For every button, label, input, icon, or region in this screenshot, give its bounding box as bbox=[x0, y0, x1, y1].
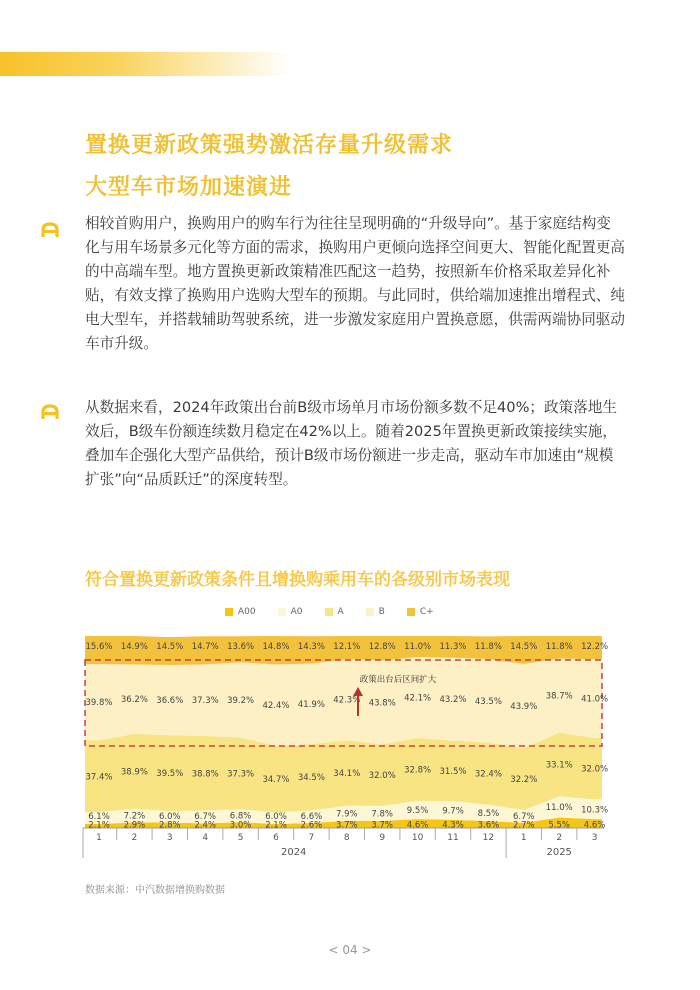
data-label-C+: 14.9% bbox=[120, 642, 148, 652]
data-label-C+: 15.6% bbox=[85, 642, 113, 652]
data-label-A0: 6.1% bbox=[88, 812, 110, 822]
data-label-C+: 14.5% bbox=[510, 642, 538, 652]
data-label-C+: 14.3% bbox=[297, 642, 325, 652]
data-label-A: 34.7% bbox=[262, 775, 290, 786]
data-label-B: 42.3% bbox=[333, 695, 361, 706]
data-label-A0: 8.5% bbox=[477, 808, 500, 819]
data-label-B: 41.9% bbox=[297, 699, 325, 710]
data-label-A00: 2.1% bbox=[88, 820, 110, 831]
paragraph-1: 相较首购用户，换购用户的购车行为往往呈现明确的“升级导向”。基于家庭结构变化与用车场景多元化等方面的需求，换购用户更倾向选择空间更大、智能化配置更高的中高端车型。地方置换更新政策精准匹配这一趋势，按照新车价格采取差异化补贴，有效支撑了换购用户选购大型车的预期。与此同时，供给端加速推出增程式、纯电大型车，并搭载辅助驾驶系统，进一步激发家庭用户置换意愿，供需两端协同驱动车市升级。 bbox=[85, 215, 625, 352]
x-tick-label: 6 bbox=[273, 833, 279, 843]
car-front-icon bbox=[40, 222, 60, 238]
legend-label: B bbox=[378, 607, 385, 617]
data-source-note: 数据来源：中汽数据增换购数据 bbox=[85, 885, 225, 896]
data-label-A: 37.4% bbox=[85, 772, 113, 783]
page-number: < 04 > bbox=[328, 943, 372, 957]
data-label-A: 34.5% bbox=[297, 773, 325, 784]
data-label-A00: 3.6% bbox=[477, 820, 500, 831]
legend-label: C+ bbox=[419, 607, 434, 617]
data-label-C+: 13.6% bbox=[227, 642, 255, 652]
data-label-A0: 6.8% bbox=[229, 811, 252, 822]
data-label-A: 32.0% bbox=[368, 771, 396, 782]
data-label-A: 31.5% bbox=[439, 766, 467, 777]
chart-legend bbox=[225, 607, 434, 617]
legend-item-B bbox=[366, 607, 385, 617]
legend-swatch bbox=[225, 608, 233, 616]
legend-swatch bbox=[325, 608, 333, 616]
legend-label: A0 bbox=[290, 607, 303, 617]
x-tick-label: 1 bbox=[96, 833, 102, 843]
data-label-B: 36.6% bbox=[156, 696, 184, 707]
data-label-B: 43.9% bbox=[510, 701, 538, 712]
data-label-B: 43.2% bbox=[439, 695, 467, 706]
data-label-A: 38.8% bbox=[191, 769, 219, 780]
data-label-C+: 11.3% bbox=[439, 642, 467, 652]
data-label-C+: 14.8% bbox=[262, 642, 290, 652]
data-label-A00: 3.7% bbox=[371, 820, 394, 831]
data-label-A00: 2.8% bbox=[158, 820, 181, 831]
x-tick-label: 3 bbox=[166, 833, 173, 843]
data-label-A00: 2.6% bbox=[300, 820, 323, 831]
legend-item-A bbox=[325, 607, 344, 617]
data-label-A00: 2.7% bbox=[512, 820, 535, 831]
year-label: 2024 bbox=[280, 847, 307, 858]
data-label-A00: 3.7% bbox=[335, 820, 358, 831]
header-gradient-bar bbox=[0, 52, 290, 76]
stacked-area-chart bbox=[0, 620, 700, 870]
data-label-B: 37.3% bbox=[191, 696, 219, 707]
data-label-A: 32.2% bbox=[510, 775, 538, 786]
data-label-A0: 6.6% bbox=[300, 812, 323, 822]
data-label-A0: 7.2% bbox=[123, 811, 146, 822]
x-tick-label: 8 bbox=[343, 833, 350, 843]
data-label-A: 37.3% bbox=[227, 769, 255, 780]
legend-swatch bbox=[278, 608, 286, 616]
year-label: 2025 bbox=[546, 847, 572, 858]
data-label-C+: 12.2% bbox=[581, 642, 609, 652]
section-title-line-1: 置换更新政策强势激活存量升级需求 bbox=[85, 133, 454, 158]
section-title-line-2: 大型车市场加速演进 bbox=[85, 175, 293, 200]
data-label-B: 38.7% bbox=[545, 691, 573, 702]
data-label-B: 43.5% bbox=[474, 696, 502, 707]
data-label-B: 42.4% bbox=[262, 701, 290, 712]
data-label-A0: 10.3% bbox=[581, 805, 609, 816]
car-front-icon bbox=[40, 404, 60, 420]
data-label-A0: 6.7% bbox=[194, 812, 217, 822]
legend-swatch bbox=[366, 608, 374, 616]
paragraph-2: 从数据来看，2024年政策出台前B级市场单月市场份额多数不足40%；政策落地生效后，B级车份额连续数月稳定在42%以上。随着2025年置换更新政策接续实施，叠加车企强化大型产品供给，预计B级市场份额进一步走高，驱动车市加速由“规模扩张”向“品质跃迁”的深度转型。 bbox=[85, 399, 617, 488]
data-label-A: 33.1% bbox=[545, 760, 573, 771]
data-label-A: 32.0% bbox=[581, 764, 609, 775]
annotation-text: 政策出台后区间扩大 bbox=[359, 675, 437, 685]
data-label-C+: 11.0% bbox=[404, 642, 432, 652]
data-label-C+: 11.8% bbox=[474, 642, 502, 652]
data-label-A00: 4.6% bbox=[406, 820, 429, 831]
data-label-C+: 14.7% bbox=[191, 642, 219, 652]
x-tick-label: 4 bbox=[202, 833, 209, 843]
x-tick-label: 7 bbox=[308, 833, 315, 843]
data-label-A0: 7.8% bbox=[371, 809, 394, 820]
data-label-A00: 2.4% bbox=[194, 820, 217, 831]
data-label-A0: 9.7% bbox=[442, 806, 464, 817]
data-label-A0: 6.0% bbox=[265, 812, 287, 822]
legend-item-A00 bbox=[225, 607, 256, 617]
data-label-A: 39.5% bbox=[156, 769, 184, 780]
x-tick-label: 2 bbox=[556, 833, 563, 843]
data-label-A0: 6.7% bbox=[512, 812, 535, 822]
x-tick-label: 3 bbox=[591, 833, 598, 843]
data-label-B: 43.8% bbox=[368, 698, 396, 709]
data-label-B: 42.1% bbox=[404, 693, 432, 704]
x-tick-label: 1 bbox=[520, 833, 527, 843]
chart-title: 符合置换更新政策条件且增换购乘用车的各级别市场表现 bbox=[85, 570, 510, 590]
data-label-A00: 4.3% bbox=[442, 820, 464, 831]
x-tick-label: 5 bbox=[237, 833, 244, 843]
legend-item-A0 bbox=[278, 607, 303, 617]
data-label-A: 32.4% bbox=[474, 769, 502, 780]
x-tick-label: 11 bbox=[447, 833, 459, 843]
data-label-A00: 2.1% bbox=[265, 820, 287, 831]
x-tick-label: 12 bbox=[482, 833, 495, 843]
data-label-A00: 5.5% bbox=[548, 820, 571, 831]
data-label-B: 39.2% bbox=[227, 695, 255, 706]
data-label-A0: 9.5% bbox=[406, 806, 429, 817]
data-label-A00: 2.9% bbox=[123, 820, 146, 831]
data-label-C+: 14.5% bbox=[156, 642, 184, 652]
x-tick-label: 9 bbox=[379, 833, 386, 843]
data-label-B: 41.0% bbox=[581, 694, 609, 705]
data-label-C+: 12.8% bbox=[368, 642, 396, 652]
legend-label: A00 bbox=[238, 607, 256, 617]
data-label-A00: 3.0% bbox=[229, 820, 252, 831]
data-label-A0: 7.9% bbox=[335, 809, 358, 820]
data-label-B: 39.8% bbox=[85, 698, 113, 709]
x-tick-label: 10 bbox=[411, 833, 424, 843]
data-label-A0: 6.0% bbox=[158, 812, 181, 822]
legend-swatch bbox=[407, 608, 415, 616]
data-label-C+: 12.1% bbox=[333, 642, 361, 652]
data-label-A: 38.9% bbox=[120, 767, 148, 778]
data-label-A00: 4.6% bbox=[583, 820, 606, 831]
data-label-A0: 11.0% bbox=[545, 802, 573, 813]
legend-label: A bbox=[337, 607, 344, 617]
x-tick-label: 2 bbox=[131, 833, 138, 843]
legend-item-C+ bbox=[407, 607, 434, 617]
data-label-A: 34.1% bbox=[333, 768, 361, 779]
data-label-B: 36.2% bbox=[120, 695, 148, 706]
data-label-C+: 11.8% bbox=[545, 642, 573, 652]
data-label-A: 32.8% bbox=[404, 765, 432, 776]
